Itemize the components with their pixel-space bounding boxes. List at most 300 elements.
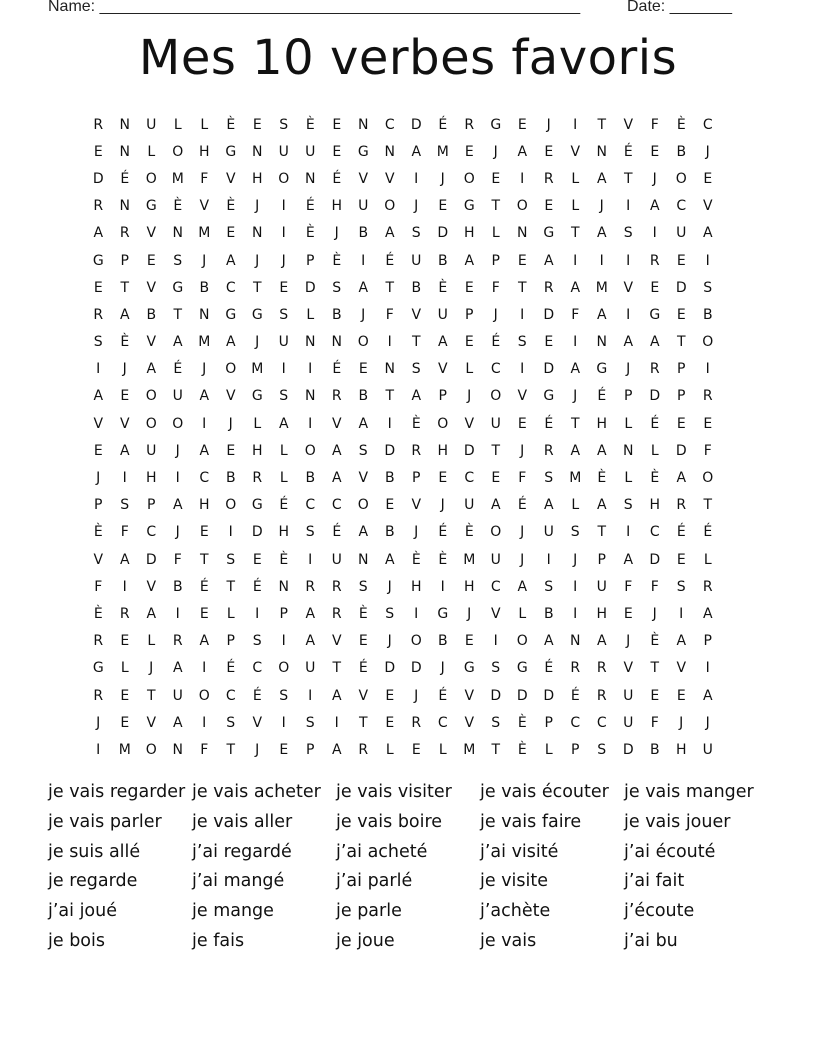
grid-letter: L xyxy=(650,442,659,459)
grid-letter: É xyxy=(120,170,130,187)
grid-letter: R xyxy=(358,741,369,758)
grid-letter: G xyxy=(463,660,475,677)
grid-letter: I xyxy=(308,361,313,378)
grid-letter: E xyxy=(226,442,236,459)
grid-letter: E xyxy=(120,633,130,650)
grid-letter: É xyxy=(332,170,342,187)
grid-letter: J xyxy=(493,143,498,160)
grid-letter: J xyxy=(467,605,472,622)
grid-letter: E xyxy=(358,361,368,378)
grid-letter: O xyxy=(702,334,714,351)
grid-letter: U xyxy=(358,198,369,215)
word-bank-item: je vais manger xyxy=(624,782,754,802)
grid-letter: L xyxy=(544,741,553,758)
word-bank-item: j’ai acheté xyxy=(336,841,428,862)
grid-letter: R xyxy=(702,578,713,595)
grid-letter: A xyxy=(596,633,607,650)
grid-letter: N xyxy=(570,633,581,650)
grid-letter: E xyxy=(146,252,156,269)
grid-letter: N xyxy=(305,170,316,187)
grid-letter: I xyxy=(387,334,392,351)
grid-letter: R xyxy=(411,714,422,731)
grid-letter: E xyxy=(120,687,130,704)
grid-letter: E xyxy=(199,524,209,541)
grid-letter: P xyxy=(306,252,315,269)
word-bank-item: je vais acheter xyxy=(192,782,321,802)
grid-letter: D xyxy=(649,551,661,568)
grid-letter: B xyxy=(702,306,713,323)
grid-letter: H xyxy=(596,415,608,432)
grid-letter: G xyxy=(649,306,661,323)
grid-letter: C xyxy=(702,116,713,133)
grid-letter: A xyxy=(172,497,183,514)
grid-letter: A xyxy=(119,306,130,323)
grid-letter: O xyxy=(490,388,502,405)
grid-letter: U xyxy=(172,388,183,405)
grid-letter: A xyxy=(411,143,422,160)
grid-letter: I xyxy=(440,578,445,595)
grid-letter: J xyxy=(626,361,631,378)
grid-letter: S xyxy=(544,578,554,595)
grid-letter: T xyxy=(597,116,607,133)
grid-letter: H xyxy=(437,442,449,459)
word-search-grid xyxy=(85,111,721,764)
grid-letter: I xyxy=(414,170,419,187)
grid-letter: É xyxy=(279,497,289,514)
grid-letter: E xyxy=(120,388,130,405)
grid-letter: È xyxy=(517,741,527,758)
grid-letter: É xyxy=(650,415,660,432)
grid-letter: O xyxy=(357,334,369,351)
grid-letter: E xyxy=(279,741,289,758)
grid-letter: P xyxy=(279,605,288,622)
grid-letter: A xyxy=(517,578,528,595)
grid-letter: A xyxy=(676,470,687,487)
grid-letter: D xyxy=(251,524,263,541)
word-bank-item: je vais regarder xyxy=(48,782,186,802)
grid-letter: É xyxy=(173,361,183,378)
grid-letter: I xyxy=(281,361,286,378)
grid-letter: É xyxy=(676,524,686,541)
grid-letter: È xyxy=(650,633,660,650)
grid-letter: D xyxy=(675,442,687,459)
word-bank-item: je bois xyxy=(48,930,105,951)
grid-letter: D xyxy=(649,388,661,405)
grid-letter: C xyxy=(676,198,687,215)
grid-letter: È xyxy=(411,415,421,432)
grid-letter: M xyxy=(436,143,449,160)
grid-letter: I xyxy=(626,198,631,215)
grid-letter: R xyxy=(172,633,183,650)
grid-letter: D xyxy=(384,660,396,677)
grid-letter: C xyxy=(437,714,448,731)
grid-letter: S xyxy=(491,660,501,677)
grid-letter: N xyxy=(172,741,183,758)
grid-letter: A xyxy=(358,415,369,432)
grid-letter: I xyxy=(626,524,631,541)
grid-letter: N xyxy=(623,442,634,459)
grid-letter: J xyxy=(705,143,710,160)
grid-letter: T xyxy=(491,741,501,758)
grid-letter: A xyxy=(384,225,395,242)
grid-letter: E xyxy=(411,741,421,758)
grid-letter: H xyxy=(410,578,422,595)
word-bank xyxy=(48,778,768,957)
grid-letter: R xyxy=(305,578,316,595)
grid-letter: T xyxy=(358,714,368,731)
grid-letter: É xyxy=(544,660,554,677)
grid-letter: I xyxy=(255,605,260,622)
grid-letter: S xyxy=(305,524,315,541)
grid-letter: I xyxy=(520,170,525,187)
grid-letter: R xyxy=(93,198,104,215)
grid-letter: É xyxy=(438,687,448,704)
grid-letter: E xyxy=(332,143,342,160)
grid-letter: P xyxy=(624,388,633,405)
grid-letter: R xyxy=(119,605,130,622)
grid-letter: È xyxy=(120,334,130,351)
grid-letter: É xyxy=(199,578,209,595)
grid-letter: É xyxy=(252,578,262,595)
grid-letter: C xyxy=(225,279,236,296)
grid-letter: F xyxy=(385,306,394,323)
grid-letter: J xyxy=(255,334,260,351)
grid-letter: U xyxy=(146,442,157,459)
grid-letter: U xyxy=(702,741,713,758)
grid-letter: U xyxy=(305,660,316,677)
grid-letter: L xyxy=(226,605,235,622)
grid-letter: A xyxy=(596,225,607,242)
grid-letter: M xyxy=(118,741,131,758)
grid-letter: V xyxy=(623,660,634,677)
grid-letter: S xyxy=(411,361,421,378)
grid-letter: É xyxy=(491,334,501,351)
grid-letter: N xyxy=(331,334,342,351)
grid-letter: R xyxy=(676,497,687,514)
grid-letter: V xyxy=(464,687,475,704)
grid-letter: G xyxy=(251,306,263,323)
grid-letter: E xyxy=(491,170,501,187)
word-bank-item: j’ai joué xyxy=(48,901,118,922)
grid-letter: I xyxy=(334,714,339,731)
grid-letter: T xyxy=(385,388,395,405)
grid-letter: L xyxy=(571,497,580,514)
grid-letter: D xyxy=(622,741,634,758)
grid-letter: É xyxy=(544,415,554,432)
grid-letter: N xyxy=(596,334,607,351)
grid-letter: L xyxy=(120,660,129,677)
grid-letter: N xyxy=(358,116,369,133)
grid-letter: J xyxy=(202,252,207,269)
grid-letter: É xyxy=(385,252,395,269)
grid-letter: P xyxy=(597,551,606,568)
grid-letter: L xyxy=(279,442,288,459)
grid-letter: È xyxy=(93,524,103,541)
grid-letter: D xyxy=(437,225,449,242)
grid-letter: O xyxy=(463,170,475,187)
grid-letter: E xyxy=(252,116,262,133)
grid-letter: G xyxy=(437,605,449,622)
grid-letter: J xyxy=(122,361,127,378)
word-bank-item: je parle xyxy=(336,901,402,922)
grid-letter: A xyxy=(358,524,369,541)
grid-letter: J xyxy=(626,633,631,650)
grid-letter: L xyxy=(518,605,527,622)
grid-letter: U xyxy=(411,252,422,269)
grid-letter: O xyxy=(490,524,502,541)
grid-letter: E xyxy=(517,252,527,269)
grid-letter: J xyxy=(705,714,710,731)
grid-letter: U xyxy=(437,306,448,323)
grid-letter: A xyxy=(119,551,130,568)
grid-letter: È xyxy=(305,225,315,242)
grid-letter: N xyxy=(305,334,316,351)
grid-letter: V xyxy=(702,198,713,215)
word-bank-item: j’ai écouté xyxy=(624,841,716,862)
grid-letter: S xyxy=(93,334,103,351)
grid-letter: R xyxy=(596,660,607,677)
grid-letter: O xyxy=(278,660,290,677)
grid-letter: J xyxy=(573,388,578,405)
grid-letter: E xyxy=(464,334,474,351)
word-bank-item: j’écoute xyxy=(624,901,695,922)
grid-letter: É xyxy=(517,497,527,514)
grid-letter: N xyxy=(172,225,183,242)
grid-letter: A xyxy=(596,442,607,459)
grid-letter: J xyxy=(493,306,498,323)
grid-letter: E xyxy=(491,470,501,487)
grid-letter: P xyxy=(147,497,156,514)
grid-letter: D xyxy=(543,306,555,323)
grid-letter: V xyxy=(146,578,157,595)
grid-letter: R xyxy=(331,605,342,622)
grid-letter: V xyxy=(517,388,528,405)
grid-letter: J xyxy=(255,741,260,758)
grid-letter: B xyxy=(676,143,687,160)
grid-letter: S xyxy=(120,497,130,514)
grid-letter: A xyxy=(596,170,607,187)
grid-letter: A xyxy=(199,442,210,459)
grid-letter: G xyxy=(251,497,263,514)
grid-letter: I xyxy=(679,605,684,622)
grid-letter: D xyxy=(384,442,396,459)
grid-letter: A xyxy=(305,605,316,622)
grid-letter: O xyxy=(384,198,396,215)
grid-letter: R xyxy=(543,442,554,459)
grid-letter: É xyxy=(226,660,236,677)
grid-letter: D xyxy=(516,687,528,704)
grid-letter: I xyxy=(308,551,313,568)
grid-letter: J xyxy=(281,252,286,269)
grid-letter: E xyxy=(544,198,554,215)
grid-letter: R xyxy=(93,116,104,133)
grid-letter: I xyxy=(520,306,525,323)
grid-letter: V xyxy=(331,415,342,432)
grid-letter: J xyxy=(414,687,419,704)
grid-letter: E xyxy=(438,470,448,487)
grid-letter: N xyxy=(119,198,130,215)
grid-letter: A xyxy=(702,687,713,704)
word-bank-item: je regarde xyxy=(48,871,138,892)
grid-letter: É xyxy=(570,687,580,704)
grid-letter: A xyxy=(331,470,342,487)
grid-letter: O xyxy=(357,497,369,514)
grid-letter: B xyxy=(437,252,448,269)
grid-letter: B xyxy=(649,741,660,758)
grid-letter: H xyxy=(198,143,210,160)
grid-letter: U xyxy=(464,497,475,514)
grid-letter: N xyxy=(305,388,316,405)
word-bank-item: je visite xyxy=(480,871,549,892)
grid-letter: E xyxy=(676,252,686,269)
grid-letter: A xyxy=(172,660,183,677)
grid-letter: A xyxy=(649,198,660,215)
grid-letter: U xyxy=(543,524,554,541)
grid-letter: V xyxy=(411,497,422,514)
grid-letter: A xyxy=(517,143,528,160)
grid-letter: P xyxy=(438,388,447,405)
grid-letter: O xyxy=(172,415,184,432)
grid-letter: V xyxy=(623,279,634,296)
grid-letter: P xyxy=(94,497,103,514)
grid-letter: È xyxy=(650,470,660,487)
grid-letter: A xyxy=(702,605,713,622)
grid-letter: N xyxy=(517,225,528,242)
grid-letter: J xyxy=(573,551,578,568)
grid-letter: P xyxy=(120,252,129,269)
grid-letter: É xyxy=(623,143,633,160)
grid-letter: F xyxy=(650,714,659,731)
grid-letter: M xyxy=(463,741,476,758)
grid-letter: A xyxy=(623,334,634,351)
grid-letter: O xyxy=(437,415,449,432)
grid-letter: I xyxy=(202,714,207,731)
grid-letter: J xyxy=(96,714,101,731)
grid-letter: È xyxy=(332,252,342,269)
grid-letter: B xyxy=(384,470,395,487)
page-title: Mes 10 verbes favoris xyxy=(138,30,678,86)
grid-letter: G xyxy=(490,116,502,133)
word-bank-item: j’ai fait xyxy=(624,871,685,892)
grid-letter: G xyxy=(596,361,608,378)
grid-letter: J xyxy=(440,170,445,187)
grid-letter: I xyxy=(96,741,101,758)
grid-letter: V xyxy=(146,714,157,731)
grid-letter: O xyxy=(225,361,237,378)
grid-letter: V xyxy=(570,143,581,160)
grid-letter: B xyxy=(199,279,210,296)
grid-letter: V xyxy=(93,415,104,432)
grid-letter: J xyxy=(387,633,392,650)
grid-letter: U xyxy=(331,551,342,568)
grid-letter: R xyxy=(331,578,342,595)
grid-letter: R xyxy=(93,687,104,704)
grid-letter: J xyxy=(467,388,472,405)
grid-letter: A xyxy=(384,551,395,568)
grid-letter: J xyxy=(228,415,233,432)
grid-letter: I xyxy=(573,605,578,622)
grid-letter: E xyxy=(703,170,713,187)
grid-letter: E xyxy=(226,225,236,242)
grid-letter: E xyxy=(93,143,103,160)
grid-letter: N xyxy=(596,143,607,160)
grid-letter: J xyxy=(520,551,525,568)
grid-letter: F xyxy=(491,279,500,296)
grid-letter: A xyxy=(596,497,607,514)
grid-letter: P xyxy=(226,633,235,650)
grid-letter: R xyxy=(596,687,607,704)
grid-letter: R xyxy=(252,470,263,487)
grid-letter: I xyxy=(202,415,207,432)
grid-letter: C xyxy=(305,497,316,514)
grid-letter: I xyxy=(573,334,578,351)
grid-letter: S xyxy=(491,714,501,731)
grid-letter: V xyxy=(384,170,395,187)
grid-letter: D xyxy=(304,279,316,296)
grid-letter: J xyxy=(520,442,525,459)
grid-letter: I xyxy=(122,470,127,487)
grid-letter: E xyxy=(544,143,554,160)
grid-letter: V xyxy=(464,714,475,731)
grid-letter: O xyxy=(145,170,157,187)
grid-letter: A xyxy=(676,633,687,650)
grid-letter: N xyxy=(252,143,263,160)
grid-letter: N xyxy=(252,225,263,242)
grid-letter: T xyxy=(517,279,527,296)
grid-letter: È xyxy=(464,524,474,541)
grid-letter: V xyxy=(437,361,448,378)
grid-letter: I xyxy=(626,306,631,323)
grid-letter: T xyxy=(676,334,686,351)
grid-letter: J xyxy=(414,524,419,541)
grid-letter: E xyxy=(358,633,368,650)
grid-letter: D xyxy=(410,116,422,133)
grid-letter: P xyxy=(491,252,500,269)
grid-letter: I xyxy=(573,116,578,133)
grid-letter: F xyxy=(200,741,209,758)
grid-letter: R xyxy=(570,660,581,677)
grid-letter: R xyxy=(93,306,104,323)
grid-letter: E xyxy=(517,116,527,133)
grid-letter: C xyxy=(649,524,660,541)
grid-letter: J xyxy=(652,170,657,187)
word-bank-item: je vais parler xyxy=(48,811,162,832)
grid-letter: I xyxy=(652,225,657,242)
grid-letter: L xyxy=(624,470,633,487)
word-bank-item: j’ai regardé xyxy=(192,841,292,862)
grid-letter: L xyxy=(438,741,447,758)
grid-letter: F xyxy=(120,524,129,541)
grid-letter: J xyxy=(520,524,525,541)
grid-letter: T xyxy=(570,415,580,432)
grid-letter: O xyxy=(702,470,714,487)
grid-letter: I xyxy=(705,252,710,269)
grid-letter: T xyxy=(385,279,395,296)
grid-letter: H xyxy=(331,198,343,215)
grid-letter: A xyxy=(358,279,369,296)
grid-letter: A xyxy=(199,388,210,405)
word-bank-item: je vais écouter xyxy=(480,782,609,802)
grid-letter: A xyxy=(570,361,581,378)
grid-letter: C xyxy=(199,470,210,487)
grid-letter: N xyxy=(119,116,130,133)
grid-letter: F xyxy=(518,470,527,487)
grid-letter: E xyxy=(703,415,713,432)
grid-letter: V xyxy=(252,714,263,731)
grid-letter: A xyxy=(649,334,660,351)
grid-letter: A xyxy=(490,497,501,514)
grid-letter: U xyxy=(490,415,501,432)
